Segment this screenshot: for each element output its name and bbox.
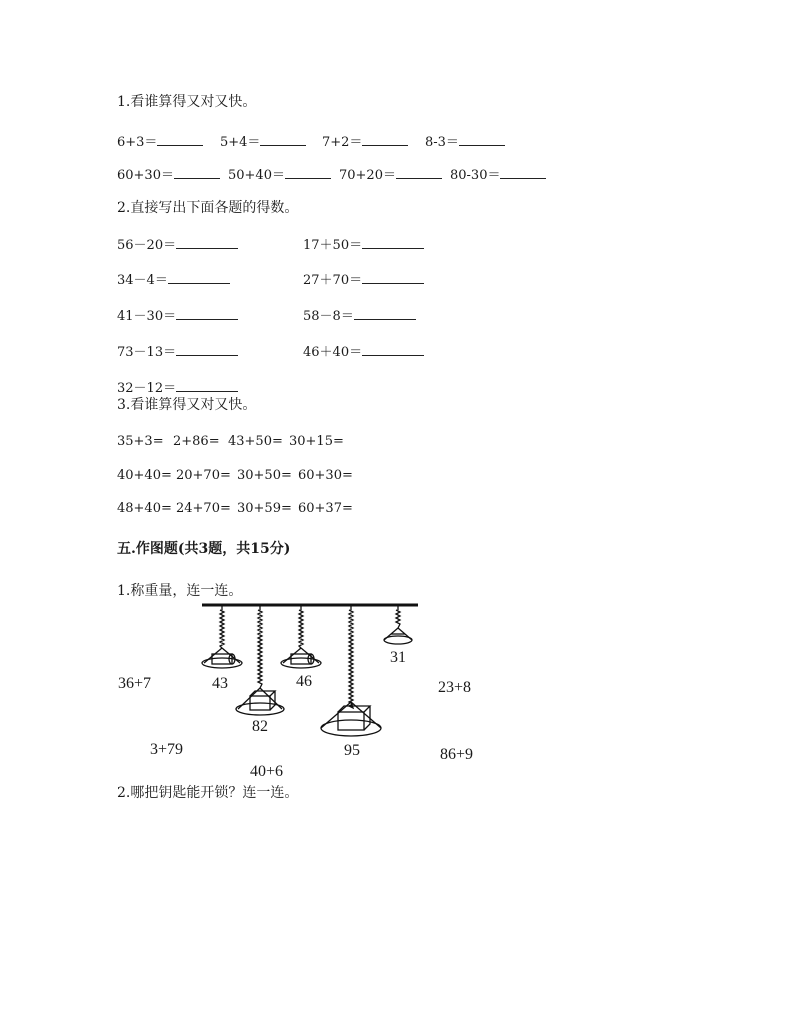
expression-3-79[interactable]: 3+79 — [150, 741, 184, 758]
answer-blank[interactable] — [500, 165, 546, 179]
q1-r1-item1: 6+3＝ — [117, 132, 203, 151]
answer-blank[interactable] — [176, 378, 238, 392]
q1-r2-item1: 60+30＝ — [117, 165, 220, 184]
weight-label-43: 43 — [212, 675, 228, 692]
q3-r2-4: 60+30= — [298, 468, 353, 483]
weight-label-82: 82 — [252, 718, 268, 735]
answer-blank[interactable] — [176, 235, 238, 249]
q2-left-2: 34－4＝ — [117, 270, 230, 289]
weight-label-31: 31 — [390, 649, 406, 666]
answer-blank[interactable] — [260, 132, 306, 146]
plate-4 — [321, 720, 381, 736]
q3-title: 3.看谁算得又对又快。 — [117, 397, 257, 413]
expression-23-8[interactable]: 23+8 — [438, 679, 472, 696]
answer-blank[interactable] — [176, 306, 238, 320]
spring-1 — [220, 606, 224, 648]
q3-r1-1: 35+3= — [117, 434, 164, 449]
answer-blank[interactable] — [157, 132, 203, 146]
expression-40-6[interactable]: 40+6 — [250, 763, 284, 780]
q1-r2-item2: 50+40＝ — [228, 165, 331, 184]
weight-label-46: 46 — [296, 673, 312, 690]
expression-86-9[interactable]: 86+9 — [440, 746, 474, 763]
answer-blank[interactable] — [354, 306, 416, 320]
q1-r1-item4: 8-3＝ — [425, 132, 505, 151]
q1-title: 1.看谁算得又对又快。 — [117, 94, 257, 110]
spring-3 — [299, 606, 303, 648]
q2-right-4: 46＋40＝ — [303, 342, 424, 361]
answer-blank[interactable] — [168, 270, 230, 284]
answer-blank[interactable] — [396, 165, 442, 179]
answer-blank[interactable] — [174, 165, 220, 179]
q3-r1-4: 30+15= — [289, 434, 344, 449]
q3-r2-1: 40+40= — [117, 468, 172, 483]
q3-r1-3: 43+50= — [228, 434, 283, 449]
q3-r2-2: 20+70= — [176, 468, 231, 483]
spring-4 — [349, 606, 353, 708]
q2-left-5: 32－12＝ — [117, 378, 238, 397]
q3-r2-3: 30+50= — [237, 468, 292, 483]
section5-title: 五.作图题(共3题，共15分) — [117, 541, 291, 557]
q2-left-3: 41－30＝ — [117, 306, 238, 325]
q1-r1-item2: 5+4＝ — [220, 132, 306, 151]
expression-36-7[interactable]: 36+7 — [118, 675, 152, 692]
answer-blank[interactable] — [362, 235, 424, 249]
q1-r1-item3: 7+2＝ — [322, 132, 408, 151]
answer-blank[interactable] — [176, 342, 238, 356]
q3-r3-2: 24+70= — [176, 501, 231, 516]
q2-right-3: 58－8＝ — [303, 306, 416, 325]
weight-label-95: 95 — [344, 742, 360, 759]
q3-r3-3: 30+59= — [237, 501, 292, 516]
answer-blank[interactable] — [362, 342, 424, 356]
q1-r2-item4: 80-30＝ — [450, 165, 546, 184]
q3-r1-2: 2+86= — [173, 434, 220, 449]
answer-blank[interactable] — [459, 132, 505, 146]
q3-r3-1: 48+40= — [117, 501, 172, 516]
q2-left-4: 73－13＝ — [117, 342, 238, 361]
q5-2-title: 2.哪把钥匙能开锁？连一连。 — [117, 785, 299, 801]
q2-right-1: 17＋50＝ — [303, 235, 424, 254]
spring-5 — [396, 606, 400, 628]
q2-title: 2.直接写出下面各题的得数。 — [117, 200, 299, 216]
spring-2 — [258, 606, 262, 688]
q2-left-1: 56－20＝ — [117, 235, 238, 254]
answer-blank[interactable] — [285, 165, 331, 179]
q5-1-title: 1.称重量，连一连。 — [117, 583, 243, 599]
q1-r2-item3: 70+20＝ — [339, 165, 442, 184]
answer-blank[interactable] — [362, 132, 408, 146]
answer-blank[interactable] — [362, 270, 424, 284]
q3-r3-4: 60+37= — [298, 501, 353, 516]
q2-right-2: 27＋70＝ — [303, 270, 424, 289]
